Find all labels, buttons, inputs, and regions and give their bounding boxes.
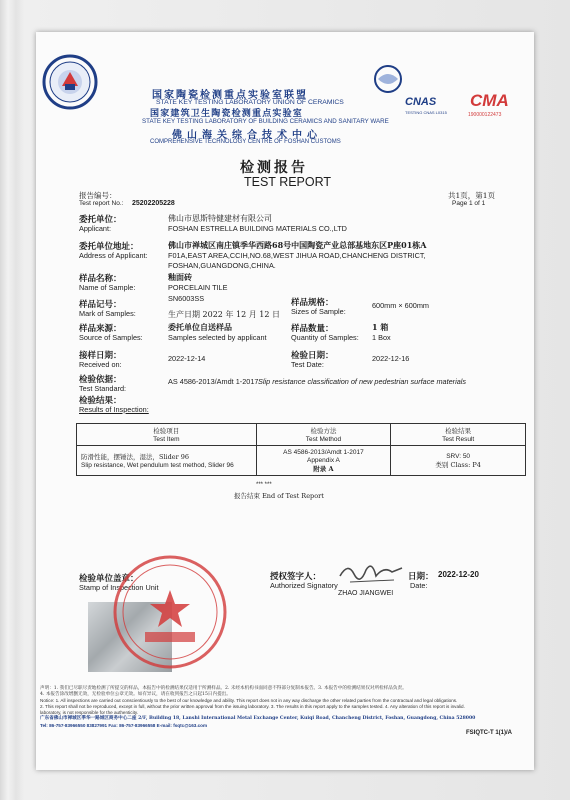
header-test-method: 检验方法 Test Method xyxy=(256,424,391,446)
signatory-label-en: Authorized Signatory xyxy=(270,581,338,590)
test-date-value: 2022-12-16 xyxy=(372,354,410,363)
title-en: TEST REPORT xyxy=(244,175,332,189)
test-date-label-en: Test Date: xyxy=(291,360,324,369)
lab-name-cn: 国家建筑卫生陶瓷检测重点实验室 xyxy=(150,109,304,119)
mark-label-cn: 样品记号： xyxy=(79,300,122,310)
centre-name-en: COMPREHENSIVE TECHNOLOGY CENTRE OF FOSHAN CUSTOMS xyxy=(150,139,341,145)
quantity-label-cn: 样品数量： xyxy=(291,324,334,334)
received-label-en: Received on: xyxy=(79,360,122,369)
cnas-mark: CNAS xyxy=(405,96,437,108)
date-value: 2022-12-20 xyxy=(438,570,479,579)
page-count-cn: 共1页，第1页 xyxy=(448,191,496,200)
results-label-en: Results of Inspection: xyxy=(79,405,149,414)
cnas-number: TESTING CNAS L0315 xyxy=(405,110,447,115)
source-label-en: Source of Samples: xyxy=(79,333,143,342)
quantity-value-en: 1 Box xyxy=(372,333,391,342)
signatory-label-cn: 授权签字人： xyxy=(270,572,322,582)
size-label-en: Sizes of Sample: xyxy=(291,307,346,316)
source-label-cn: 样品来源： xyxy=(79,324,122,334)
header-test-result: 检验结果 Test Result xyxy=(391,424,526,446)
standard-title: Slip resistance classification of new pedestrian surface materials xyxy=(258,377,467,386)
official-seal-icon xyxy=(110,552,230,672)
end-of-report: 报告结束 End of Test Report xyxy=(234,492,324,500)
cell-test-result: SRV: 50 类别 Class: P4 xyxy=(391,446,526,476)
results-label-cn: 检验结果： xyxy=(79,396,122,406)
stamp-label-cn: 检验单位盖章： xyxy=(79,574,139,584)
end-stars: *** *** xyxy=(256,482,272,488)
address-label-cn: 委托单位地址： xyxy=(79,242,139,252)
title-cn: 检测报告 xyxy=(240,160,308,176)
standard-label-en: Test Standard: xyxy=(79,384,127,393)
lab-name-en: STATE KEY TESTING LABORATORY OF BUILDING CERAMICS AND SANITARY WARE xyxy=(142,118,389,125)
sample-name-label-en: Name of Sample: xyxy=(79,283,136,292)
footer-line-3: Notice: 1. All inspections are carried out conscientiously to the best of our knowledge and ability. This report does not in any way discharge the other related parties from the contractual and legal obligations. xyxy=(40,698,458,704)
quantity-label-en: Quantity of Samples: xyxy=(291,333,359,342)
footer-line-5: laboratory, is not responsible for the authenticity. xyxy=(40,710,139,716)
stamp-label-en: Stamp of Inspection Unit xyxy=(79,583,159,592)
standard-code: AS 4586-2013/Amdt 1-2017 xyxy=(168,377,259,386)
address-value-cn: 佛山市禅城区南庄镇季华西路68号中国陶瓷产业总部基地东区P座01栋A xyxy=(168,240,427,250)
union-name-cn: 国家陶瓷检测重点实验室联盟 xyxy=(152,90,308,101)
footer-line-4: 2. This report shall not be reproduced, except in full, without the prior written approval from the issuing laboratory. 3. The results in this report apply to the samples tested. 4. Any alteration of this report is invalid. xyxy=(40,704,465,710)
address-label-en: Address of Applicant: xyxy=(79,251,148,260)
date-label-cn: 日期： xyxy=(408,572,434,582)
applicant-label-en: Applicant: xyxy=(79,224,112,233)
test-date-label-cn: 检验日期： xyxy=(291,351,334,361)
applicant-label-cn: 委托单位： xyxy=(79,215,122,225)
source-value-cn: 委托单位自送样品 xyxy=(168,322,232,332)
form-code: FSIQTC-T 1(1)/A xyxy=(466,730,512,736)
mark-value: SN6003SS xyxy=(168,294,205,303)
quantity-value-cn: 1 箱 xyxy=(372,322,389,332)
sample-name-value-en: PORCELAIN TILE xyxy=(168,283,228,292)
size-value: 600mm × 600mm xyxy=(372,301,429,310)
received-label-cn: 接样日期： xyxy=(79,351,122,361)
applicant-value-en: FOSHAN ESTRELLA BUILDING MATERIALS CO.,LTD xyxy=(168,224,347,233)
signatory-name: ZHAO JIANGWEI xyxy=(338,590,394,597)
union-name-en: STATE KEY TESTING LABORATORY UNION OF CERAMICS xyxy=(156,99,344,106)
iso-emblem-icon xyxy=(373,64,403,96)
footer-address: 广东省佛山市禅城区季华一路城区商务中心二座 2/F, Building 18, Lanshi International Metal Exchange Center, Kuiqi Road, Chancheng District, Foshan, Guangdong, China 528000 xyxy=(40,716,476,722)
source-value-en: Samples selected by applicant xyxy=(168,333,267,342)
page-count-en: Page 1 of 1 xyxy=(452,200,486,207)
address-value-en-1: F01A,EAST AREA,CCIH,NO.68,WEST JIHUA ROAD,CHANCHENG DISTRICT, xyxy=(168,251,426,260)
handwritten-signature xyxy=(336,556,406,588)
sample-name-value-cn: 釉面砖 xyxy=(168,272,192,282)
production-date: 生产日期 2022 年 12 月 12 日 xyxy=(168,310,280,319)
cell-test-method: AS 4586-2013/Amdt 1-2017 Appendix A 附录 A xyxy=(256,446,391,476)
results-table xyxy=(76,423,526,476)
lab-emblem-icon xyxy=(42,54,98,110)
address-value-en-2: FOSHAN,GUANGDONG,CHINA. xyxy=(168,261,276,270)
table-row xyxy=(77,446,526,476)
cma-number: 190000122473 xyxy=(468,112,502,118)
cell-test-item: 防滑性能，摆锤法，湿法，Slider 96 Slip resistance, Wet pendulum test method, Slider 96 xyxy=(77,446,257,476)
date-label-en: Date: xyxy=(410,581,428,590)
footer-line-2: 4. 本报告涂改增删无效，无检验单位公章无效。如有异议，请在收到报告之日起15日内提出。 xyxy=(40,692,231,698)
cma-mark: CMA xyxy=(470,91,509,110)
table-header-row xyxy=(77,424,526,446)
footer-line-1: 声明：1. 我们已尽职尽责地检测了所提交的样品，本报告中的检测结果仅适用于所测样品。2. 未经本机构书面同意不得部分复制本报告。3. 本报告中的检测结果仅对所检样品负责。 xyxy=(40,686,407,691)
header-test-item: 检验项目 Test Item xyxy=(77,424,257,446)
applicant-value-cn: 佛山市恩斯特健建材有限公司 xyxy=(168,214,272,223)
footer-notice xyxy=(40,686,530,729)
report-no-label-cn: 报告编号： xyxy=(79,191,117,200)
mark-label-en: Mark of Samples: xyxy=(79,309,136,318)
received-value: 2022-12-14 xyxy=(168,354,206,363)
footer-contact: Tel: 86-757-83966550 83827991 Fax: 86-757-83966558 E-mail: fsqtc@163.com xyxy=(40,722,208,728)
sample-name-label-cn: 样品名称： xyxy=(79,274,122,284)
size-label-cn: 样品规格： xyxy=(291,298,334,308)
standard-label-cn: 检验依据： xyxy=(79,375,122,385)
report-no-label-en: Test report No.: xyxy=(79,200,124,207)
centre-name-cn: 佛山海关综合技术中心 xyxy=(172,130,322,141)
report-no-value: 25202205228 xyxy=(132,200,175,207)
